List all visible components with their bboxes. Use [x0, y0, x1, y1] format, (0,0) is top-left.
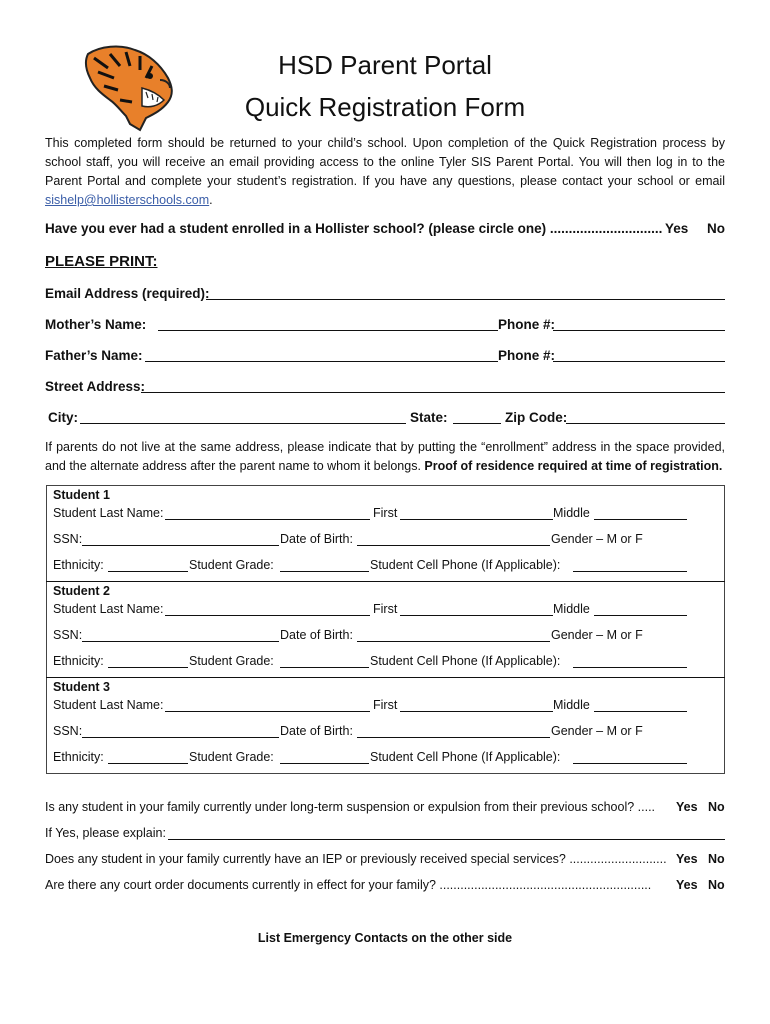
first-name-field[interactable] — [400, 711, 553, 712]
intro-end: . — [209, 193, 213, 207]
ethnicity-label: Ethnicity: — [53, 558, 104, 572]
intro-text: This completed form should be returned to your child’s school. Upon completion of the Quick Registration process by school staff, you will receive an email providing access to the online Tyler SIS Parent Portal. You will then log in to the Parent Portal and complete your student’s registration. If you have any questions, please contact your school or email — [45, 136, 725, 188]
gender-label[interactable]: Gender – M or F — [551, 532, 643, 546]
dob-field[interactable] — [357, 641, 550, 642]
cell-label: Student Cell Phone (If Applicable): — [370, 654, 561, 668]
dob-label: Date of Birth: — [280, 532, 353, 546]
father-name-label: Father’s Name: — [45, 348, 143, 363]
address-note-text: If parents do not live at the same address, please indicate that by putting the “enrollment” address in the space provided, and the alternate address after the parent name to whom it belongs. — [45, 440, 725, 473]
cell-field[interactable] — [573, 667, 687, 668]
explain-label: If Yes, please explain: — [45, 826, 166, 840]
street-field[interactable] — [141, 392, 725, 393]
student-divider — [46, 677, 725, 678]
enrolled-yes[interactable]: Yes — [665, 221, 689, 236]
student-heading: Student 2 — [53, 584, 110, 598]
first-name-label: First — [373, 506, 398, 520]
ethnicity-label: Ethnicity: — [53, 750, 104, 764]
dob-label: Date of Birth: — [280, 724, 353, 738]
dob-label: Date of Birth: — [280, 628, 353, 642]
grade-label: Student Grade: — [189, 750, 274, 764]
last-name-label: Student Last Name: — [53, 506, 164, 520]
intro-paragraph — [45, 134, 725, 210]
last-name-field[interactable] — [165, 711, 370, 712]
cell-label: Student Cell Phone (If Applicable): — [370, 750, 561, 764]
suspension-no[interactable]: No — [708, 800, 725, 814]
email-field[interactable] — [206, 299, 725, 300]
student-heading: Student 1 — [53, 488, 110, 502]
grade-field[interactable] — [280, 667, 369, 668]
grade-field[interactable] — [280, 571, 369, 572]
ssn-field[interactable] — [82, 737, 279, 738]
mother-phone-label: Phone #: — [498, 317, 556, 332]
please-print-heading: PLEASE PRINT: — [45, 253, 158, 270]
student-heading: Student 3 — [53, 680, 110, 694]
mother-name-label: Mother’s Name: — [45, 317, 147, 332]
mother-name-field[interactable] — [158, 330, 498, 331]
iep-no[interactable]: No — [708, 852, 725, 866]
middle-name-field[interactable] — [594, 711, 687, 712]
proof-of-residence: Proof of residence required at time of registration. — [424, 459, 723, 473]
address-note — [45, 438, 725, 476]
middle-name-label: Middle — [553, 698, 590, 712]
form-subtitle: Quick Registration Form — [244, 92, 526, 122]
father-phone-field[interactable] — [553, 361, 725, 362]
first-name-field[interactable] — [400, 615, 553, 616]
last-name-field[interactable] — [165, 615, 370, 616]
gender-label[interactable]: Gender – M or F — [551, 724, 643, 738]
zip-field[interactable] — [566, 423, 725, 424]
father-name-field[interactable] — [145, 361, 498, 362]
email-label: Email Address (required): — [45, 286, 210, 301]
footer-note: List Emergency Contacts on the other side — [257, 931, 513, 945]
city-label: City: — [48, 410, 78, 425]
ethnicity-field[interactable] — [108, 667, 188, 668]
page-title: HSD Parent Portal — [278, 50, 492, 80]
street-label: Street Address: — [45, 379, 146, 394]
suspension-yes[interactable]: Yes — [676, 800, 698, 814]
student-divider — [46, 581, 725, 582]
mother-phone-field[interactable] — [553, 330, 725, 331]
last-name-label: Student Last Name: — [53, 602, 164, 616]
dob-field[interactable] — [357, 545, 550, 546]
zip-label: Zip Code: — [505, 410, 568, 425]
explain-field[interactable] — [168, 839, 725, 840]
city-field[interactable] — [80, 423, 406, 424]
enrolled-no[interactable]: No — [707, 221, 725, 236]
ethnicity-label: Ethnicity: — [53, 654, 104, 668]
ssn-label: SSN: — [53, 532, 83, 546]
suspension-question: Is any student in your family currently under long-term suspension or expulsion from their previous school? ..... — [45, 800, 656, 814]
state-label: State: — [410, 410, 448, 425]
help-email-link[interactable]: sishelp@hollisterschools.com — [45, 193, 210, 207]
ethnicity-field[interactable] — [108, 571, 188, 572]
middle-name-field[interactable] — [594, 615, 687, 616]
grade-field[interactable] — [280, 763, 369, 764]
grade-label: Student Grade: — [189, 654, 274, 668]
ssn-label: SSN: — [53, 628, 83, 642]
court-no[interactable]: No — [708, 878, 725, 892]
first-name-field[interactable] — [400, 519, 553, 520]
grade-label: Student Grade: — [189, 558, 274, 572]
first-name-label: First — [373, 602, 398, 616]
gender-label[interactable]: Gender – M or F — [551, 628, 643, 642]
middle-name-field[interactable] — [594, 519, 687, 520]
enrolled-question: Have you ever had a student enrolled in a Hollister school? (please circle one) .............................. — [45, 221, 663, 236]
ssn-field[interactable] — [82, 545, 279, 546]
ethnicity-field[interactable] — [108, 763, 188, 764]
first-name-label: First — [373, 698, 398, 712]
state-field[interactable] — [453, 423, 501, 424]
iep-yes[interactable]: Yes — [676, 852, 698, 866]
ssn-field[interactable] — [82, 641, 279, 642]
middle-name-label: Middle — [553, 602, 590, 616]
middle-name-label: Middle — [553, 506, 590, 520]
dob-field[interactable] — [357, 737, 550, 738]
last-name-field[interactable] — [165, 519, 370, 520]
last-name-label: Student Last Name: — [53, 698, 164, 712]
iep-question: Does any student in your family currently have an IEP or previously received special services? ............................ — [45, 852, 667, 866]
cell-field[interactable] — [573, 763, 687, 764]
court-yes[interactable]: Yes — [676, 878, 698, 892]
cell-label: Student Cell Phone (If Applicable): — [370, 558, 561, 572]
cell-field[interactable] — [573, 571, 687, 572]
father-phone-label: Phone #: — [498, 348, 556, 363]
ssn-label: SSN: — [53, 724, 83, 738]
court-question: Are there any court order documents currently in effect for your family? ............................................................. — [45, 878, 652, 892]
